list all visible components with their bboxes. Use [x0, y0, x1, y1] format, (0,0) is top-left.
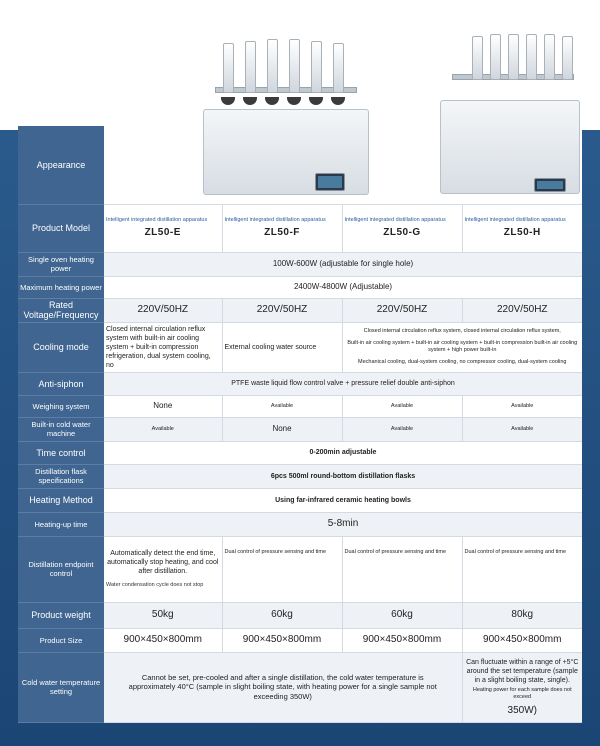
- cold-temp-h-text: Can fluctuate within a range of +5°C around the set temperature (sample in a slight boiling state, single).: [466, 658, 579, 684]
- row-time-control: [18, 441, 582, 464]
- model-cell-g: Intelligent integrated distillation apparatus ZL50-G: [342, 204, 462, 252]
- row-endpoint: [18, 536, 582, 602]
- value-oven-power: 100W-600W (adjustable for single hole): [104, 252, 582, 276]
- label-appearance: Appearance: [18, 126, 104, 204]
- value-flask: 6pcs 500ml round-bottom distillation flasks: [104, 464, 582, 488]
- model-name-g: ZL50-G: [383, 227, 421, 239]
- endpoint-e: [104, 536, 222, 602]
- endpoint-e-note: Water condensation cycle does not stop: [106, 582, 204, 588]
- row-rated: [18, 298, 582, 322]
- row-flask: [18, 464, 582, 488]
- label-weighing: Weighing system: [18, 395, 104, 417]
- size-h: 900×450×800mm: [462, 628, 582, 652]
- product-image-left: [195, 35, 375, 195]
- weighing-h: Available: [462, 395, 582, 417]
- label-product-model: Product Model: [18, 204, 104, 252]
- label-time-control: Time control: [18, 441, 104, 464]
- cooling-gh: [342, 322, 582, 372]
- row-oven-power: [18, 252, 582, 276]
- row-cold-machine: [18, 417, 582, 441]
- label-heatup: Heating-up time: [18, 512, 104, 536]
- label-size: Product Size: [18, 628, 104, 652]
- model-cell-f: Intelligent integrated distillation apparatus ZL50-F: [222, 204, 342, 252]
- label-endpoint: Distillation endpoint control: [18, 536, 104, 602]
- value-heatup: 5-8min: [104, 512, 582, 536]
- label-cold-temp: Cold water temperature setting: [18, 652, 104, 722]
- model-cell-e: Intelligent integrated distillation apparatus ZL50-E: [104, 204, 222, 252]
- row-heating-method: [18, 488, 582, 512]
- value-max-power: 2400W-4800W (Adjustable): [104, 276, 582, 298]
- label-oven-power: Single oven heating power: [18, 252, 104, 276]
- label-cooling: Cooling mode: [18, 322, 104, 372]
- endpoint-g: Dual control of pressure sensing and time: [342, 536, 462, 602]
- row-antisiphon: [18, 372, 582, 395]
- cooling-gh-line-3: Mechanical cooling, dual-system cooling, no compressor cooling, dual-system cooling: [358, 359, 567, 365]
- weight-f: 60kg: [222, 602, 342, 628]
- size-g: 900×450×800mm: [342, 628, 462, 652]
- row-product-model: [18, 204, 582, 252]
- cold-temp-h: [462, 652, 582, 722]
- cold-machine-h: Available: [462, 417, 582, 441]
- weight-h: 80kg: [462, 602, 582, 628]
- cooling-f: External cooling water source: [222, 322, 342, 372]
- model-name-h: ZL50-H: [503, 227, 541, 239]
- label-heating-method: Heating Method: [18, 488, 104, 512]
- cooling-e: Closed internal circulation reflux system with built-in air cooling system + built-in compression refrigeration, dual system cooling, no: [104, 322, 222, 372]
- weight-g: 60kg: [342, 602, 462, 628]
- label-rated: Rated Voltage/Frequency: [18, 298, 104, 322]
- row-heatup: [18, 512, 582, 536]
- rated-e: 220V/50HZ: [104, 298, 222, 322]
- label-cold-machine: Built-in cold water machine: [18, 417, 104, 441]
- model-name-f: ZL50-F: [264, 227, 300, 239]
- value-heating-method: Using far-infrared ceramic heating bowls: [104, 488, 582, 512]
- weight-e: 50kg: [104, 602, 222, 628]
- rated-h: 220V/50HZ: [462, 298, 582, 322]
- weighing-f: Available: [222, 395, 342, 417]
- row-size: [18, 628, 582, 652]
- value-antisiphon: PTFE waste liquid flow control valve + pressure relief double anti-siphon: [104, 372, 582, 395]
- size-f: 900×450×800mm: [222, 628, 342, 652]
- row-weighing: [18, 395, 582, 417]
- model-cell-h: Intelligent integrated distillation apparatus ZL50-H: [462, 204, 582, 252]
- endpoint-e-text: Automatically detect the end time, automatically stop heating, and cool after distillation.: [107, 550, 219, 575]
- product-image-right: [432, 30, 582, 195]
- endpoint-f: Dual control of pressure sensing and time: [222, 536, 342, 602]
- row-cold-temp: [18, 652, 582, 722]
- row-cooling: [18, 322, 582, 372]
- spec-table: [18, 126, 582, 723]
- weighing-e: None: [104, 395, 222, 417]
- rated-g: 220V/50HZ: [342, 298, 462, 322]
- model-name-e: ZL50-E: [144, 227, 181, 239]
- cold-temp-h-tail: 350W): [507, 704, 537, 716]
- cold-temp-efg: Cannot be set, pre-cooled and after a single distillation, the cold water temperature is approximately 40°C (sample in slight boiling state, with heating power for a single sample not exceeding 350W): [104, 652, 462, 722]
- cold-machine-e: Available: [104, 417, 222, 441]
- rated-f: 220V/50HZ: [222, 298, 342, 322]
- row-max-power: [18, 276, 582, 298]
- label-max-power: Maximum heating power: [18, 276, 104, 298]
- cooling-gh-line-1: Closed internal circulation reflux system, closed internal circulation reflux system,: [363, 328, 561, 334]
- endpoint-h: Dual control of pressure sensing and time: [462, 536, 582, 602]
- weighing-g: Available: [342, 395, 462, 417]
- row-weight: [18, 602, 582, 628]
- cold-machine-f: None: [222, 417, 342, 441]
- label-antisiphon: Anti-siphon: [18, 372, 104, 395]
- size-e: 900×450×800mm: [104, 628, 222, 652]
- value-time-control: 0-200min adjustable: [104, 441, 582, 464]
- cold-temp-h-note: Heating power for each sample does not exceed: [472, 686, 572, 700]
- label-flask: Distillation flask specifications: [18, 464, 104, 488]
- cooling-gh-line-2: Built-in air cooling system + built-in air cooling system + built-in compression built-in air cooling system + high power built-in: [347, 340, 578, 353]
- cold-machine-g: Available: [342, 417, 462, 441]
- label-weight: Product weight: [18, 602, 104, 628]
